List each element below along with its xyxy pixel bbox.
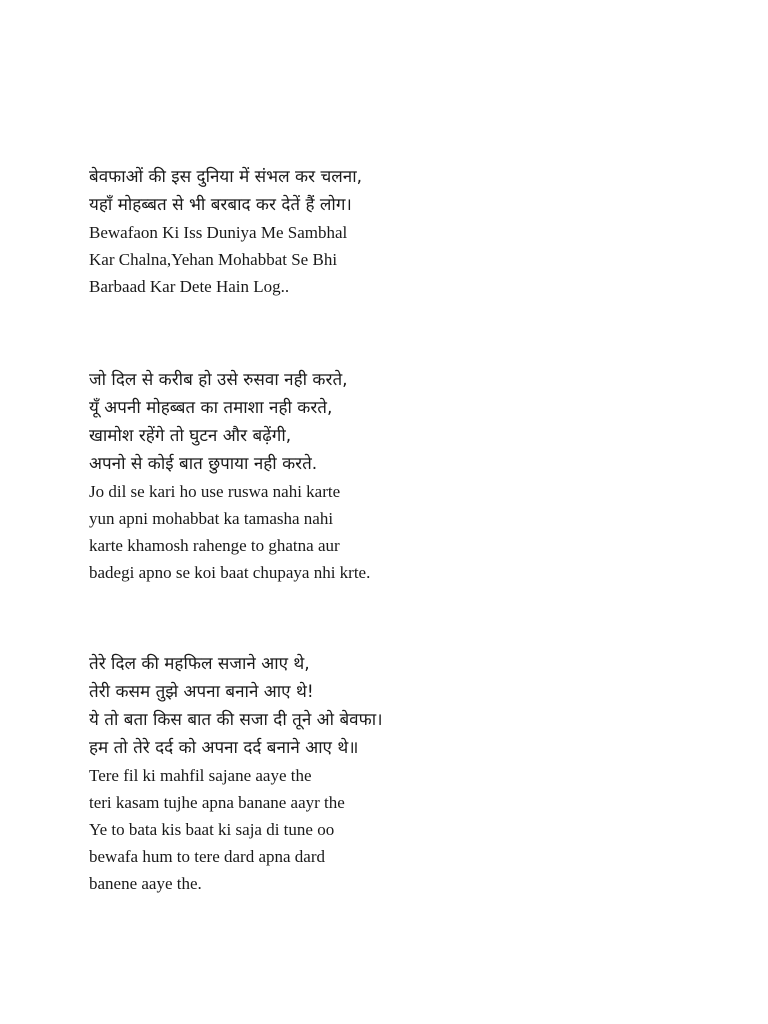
hindi-line: यहाँ मोहब्बत से भी बरबाद कर देतें हैं लोग। <box>89 195 352 215</box>
english-line: Barbaad Kar Dete Hain Log.. <box>89 277 290 296</box>
hindi-line: जो दिल से करीब हो उसे रुसवा नही करते, <box>89 370 348 390</box>
english-line: Tere fil ki mahfil sajane aaye the <box>89 766 312 785</box>
english-line: Jo dil se kari ho use ruswa nahi karte <box>89 482 341 501</box>
english-line: teri kasam tujhe apna banane aayr the <box>89 793 345 812</box>
english-line: bewafa hum to tere dard apna dard <box>89 847 325 866</box>
english-line: yun apni mohabbat ka tamasha nahi <box>89 509 334 528</box>
hindi-line: यूँ अपनी मोहब्बत का तमाशा नही करते, <box>89 398 333 418</box>
english-line: karte khamosh rahenge to ghatna aur <box>89 536 340 555</box>
hindi-line: बेवफाओं की इस दुनिया में संभल कर चलना, <box>89 167 363 187</box>
stanza-2 <box>89 366 689 586</box>
stanza-1 <box>89 163 689 300</box>
stanza-3 <box>89 650 689 897</box>
hindi-line: तेरे दिल की महफिल सजाने आए थे, <box>89 654 310 674</box>
english-line: Bewafaon Ki Iss Duniya Me Sambhal <box>89 223 348 242</box>
english-line: Kar Chalna,Yehan Mohabbat Se Bhi <box>89 250 338 269</box>
english-line: banene aaye the. <box>89 874 202 893</box>
hindi-line: ये तो बता किस बात की सजा दी तूने ओ बेवफा। <box>89 710 383 730</box>
hindi-line: खामोश रहेंगे तो घुटन और बढ़ेंगी, <box>89 426 292 446</box>
hindi-line: तेरी कसम तुझे अपना बनाने आए थे! <box>89 682 314 702</box>
english-line: Ye to bata kis baat ki saja di tune oo <box>89 820 335 839</box>
hindi-line: हम तो तेरे दर्द को अपना दर्द बनाने आए थे॥ <box>89 738 359 758</box>
hindi-line: अपनो से कोई बात छुपाया नही करते. <box>89 454 318 474</box>
english-line: badegi apno se koi baat chupaya nhi krte. <box>89 563 371 582</box>
